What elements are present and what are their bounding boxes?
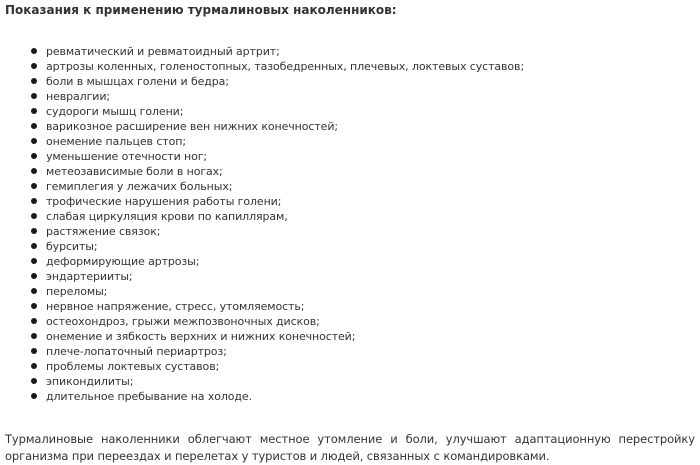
- bullet-icon: [31, 258, 37, 264]
- list-item-text: плече-лопаточный периартроз;: [46, 345, 227, 358]
- bullet-icon: [31, 393, 37, 399]
- list-item-text: ревматический и ревматоидный артрит;: [46, 45, 280, 58]
- bullet-icon: [31, 318, 37, 324]
- list-item-text: растяжение связок;: [46, 225, 161, 238]
- list-item: [29, 59, 524, 74]
- list-item: [29, 89, 524, 104]
- bullet-icon: [31, 108, 37, 114]
- list-item-text: слабая циркуляция крови по капиллярам,: [46, 210, 288, 223]
- bullet-icon: [31, 78, 37, 84]
- list-item: [29, 314, 524, 329]
- bullet-icon: [31, 243, 37, 249]
- description-paragraph: Турмалиновые наколенники облегчают местное утомление и боли, улучшают адаптационную перестройку организма при переездах и перелетах у туристов и людей, связанных с командировками.: [5, 432, 695, 463]
- bullet-icon: [31, 138, 37, 144]
- list-item-text: нервное напряжение, стресс, утомляемость;: [46, 300, 305, 313]
- list-item: [29, 329, 524, 344]
- list-item-text: онемение пальцев стоп;: [46, 135, 186, 148]
- list-item: [29, 104, 524, 119]
- list-item-text: артрозы коленных, голеностопных, тазобедренных, плечевых, локтевых суставов;: [46, 60, 525, 73]
- list-item-text: уменьшение отечности ног;: [46, 150, 208, 163]
- list-item: [29, 224, 524, 239]
- list-item-text: метеозависимые боли в ногах;: [46, 165, 223, 178]
- list-item-text: деформирующие артрозы;: [46, 255, 200, 268]
- list-item-text: судороги мышц голени;: [46, 105, 184, 118]
- list-item-text: переломы;: [46, 285, 108, 298]
- list-item: [29, 344, 524, 359]
- list-item: [29, 149, 524, 164]
- bullet-icon: [31, 348, 37, 354]
- list-item: [29, 374, 524, 389]
- list-item-text: гемиплегия у лежачих больных;: [46, 180, 233, 193]
- section-heading: Показания к применению турмалиновых наколенников:: [5, 3, 397, 17]
- bullet-icon: [31, 213, 37, 219]
- list-item: [29, 44, 524, 59]
- bullet-icon: [31, 93, 37, 99]
- list-item-text: бурситы;: [46, 240, 98, 253]
- indications-list: [29, 44, 524, 404]
- list-item-text: онемение и зябкость верхних и нижних конечностей;: [46, 330, 356, 343]
- bullet-icon: [31, 333, 37, 339]
- list-item: [29, 239, 524, 254]
- bullet-icon: [31, 288, 37, 294]
- bullet-icon: [31, 303, 37, 309]
- bullet-icon: [31, 228, 37, 234]
- list-item-text: невралгии;: [46, 90, 110, 103]
- list-item: [29, 359, 524, 374]
- bullet-icon: [31, 378, 37, 384]
- list-item: [29, 299, 524, 314]
- bullet-icon: [31, 153, 37, 159]
- list-item: [29, 269, 524, 284]
- bullet-icon: [31, 123, 37, 129]
- list-item-text: варикозное расширение вен нижних конечностей;: [46, 120, 338, 133]
- list-item: [29, 254, 524, 269]
- bullet-icon: [31, 48, 37, 54]
- bullet-icon: [31, 273, 37, 279]
- list-item: [29, 164, 524, 179]
- bullet-icon: [31, 198, 37, 204]
- list-item: [29, 74, 524, 89]
- bullet-icon: [31, 63, 37, 69]
- list-item-text: длительное пребывание на холоде.: [46, 390, 252, 403]
- list-item-text: проблемы локтевых суставов;: [46, 360, 220, 373]
- list-item-text: остеохондроз, грыжи межпозвоночных дисков;: [46, 315, 320, 328]
- list-item: [29, 389, 524, 404]
- list-item: [29, 284, 524, 299]
- list-item-text: трофические нарушения работы голени;: [46, 195, 282, 208]
- list-item: [29, 194, 524, 209]
- bullet-icon: [31, 183, 37, 189]
- list-item: [29, 119, 524, 134]
- list-item: [29, 179, 524, 194]
- bullet-icon: [31, 363, 37, 369]
- bullet-icon: [31, 168, 37, 174]
- list-item-text: боли в мышцах голени и бедра;: [46, 75, 229, 88]
- list-item-text: эндартерииты;: [46, 270, 133, 283]
- list-item: [29, 209, 524, 224]
- list-item-text: эпикондилиты;: [46, 375, 134, 388]
- list-item: [29, 134, 524, 149]
